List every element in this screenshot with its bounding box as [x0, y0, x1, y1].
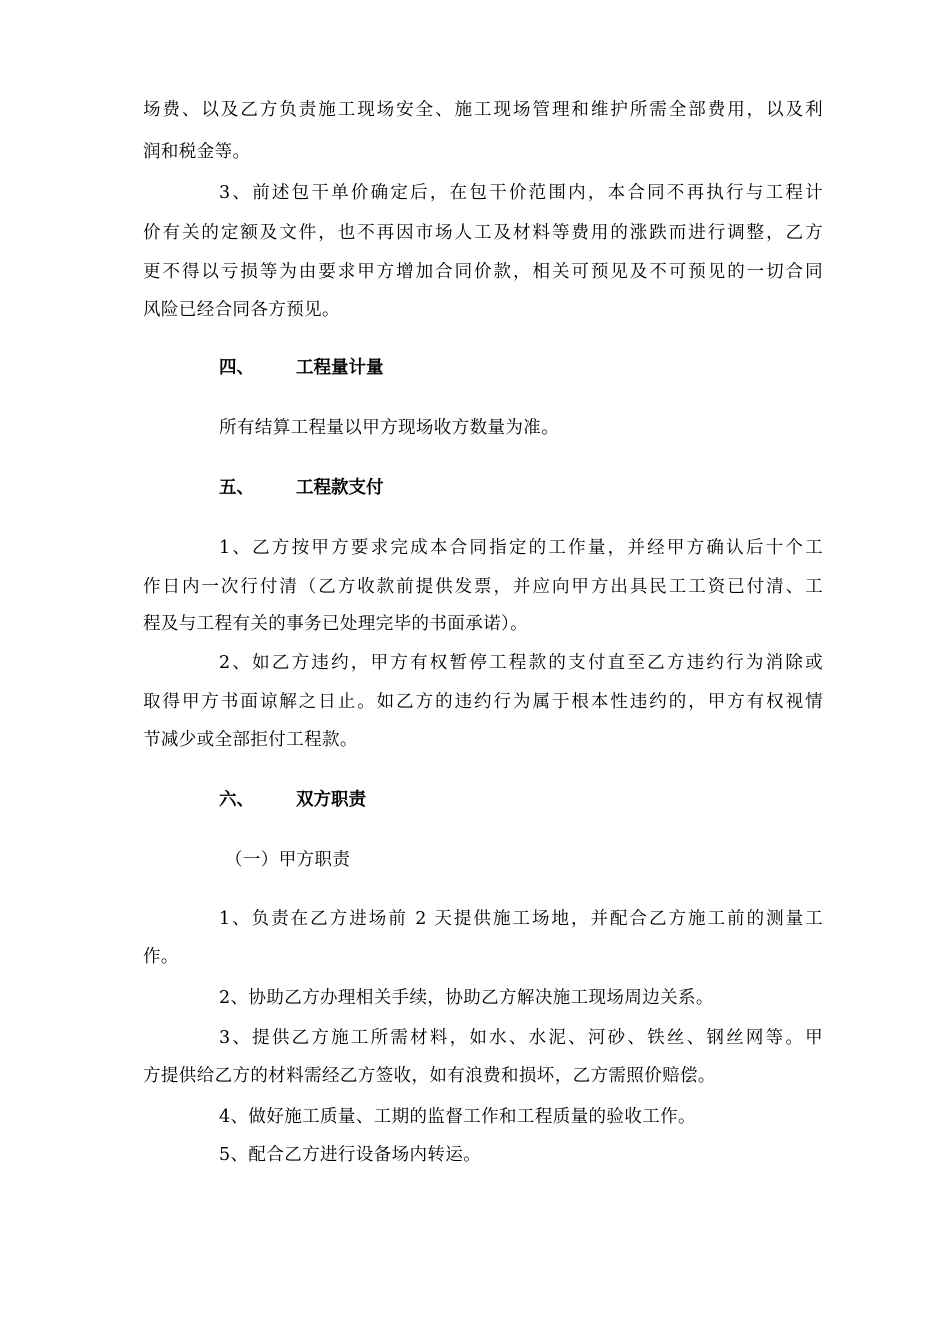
paragraph-line: 更不得以亏损等为由要求甲方增加合同价款，相关可预见及不可预见的一切合同 [143, 262, 823, 282]
section-title: 工程款支付 [296, 478, 384, 498]
section-number: 六、 [219, 790, 254, 810]
paragraph-line: 作日内一次行付清（乙方收款前提供发票，并应向甲方出具民工工资已付清、工 [143, 577, 823, 597]
paragraph-line: 2、如乙方违约，甲方有权暂停工程款的支付直至乙方违约行为消除或 [219, 653, 823, 673]
paragraph-line: 风险已经合同各方预见。 [143, 300, 340, 320]
section-number: 五、 [219, 478, 254, 498]
paragraph-line: 5、配合乙方进行设备场内转运。 [219, 1145, 482, 1165]
paragraph-line: 1、乙方按甲方要求完成本合同指定的工作量，并经甲方确认后十个工 [219, 538, 823, 558]
section-title: 双方职责 [296, 790, 366, 810]
paragraph-line: 3、前述包干单价确定后，在包干价范围内，本合同不再执行与工程计 [219, 183, 823, 203]
subsection-heading: （一）甲方职责 [225, 850, 351, 870]
paragraph-line: 作。 [143, 947, 179, 967]
paragraph-line: 取得甲方书面谅解之日止。如乙方的违约行为属于根本性违约的，甲方有权视情 [143, 692, 823, 712]
paragraph-line: 4、做好施工质量、工期的监督工作和工程质量的验收工作。 [219, 1107, 696, 1127]
paragraph-line: 1、负责在乙方进场前 2 天提供施工场地，并配合乙方施工前的测量工 [219, 909, 823, 929]
paragraph-line: 方提供给乙方的材料需经乙方签收，如有浪费和损坏，乙方需照价赔偿。 [143, 1066, 716, 1086]
section-title: 工程量计量 [296, 358, 384, 378]
paragraph-line: 2、协助乙方办理相关手续，协助乙方解决施工现场周边关系。 [219, 988, 714, 1008]
paragraph-line: 程及与工程有关的事务已处理完毕的书面承诺）。 [143, 614, 529, 634]
paragraph-line: 价有关的定额及文件，也不再因市场人工及材料等费用的涨跌而进行调整，乙方 [143, 223, 823, 243]
section-number: 四、 [219, 358, 254, 378]
paragraph-line: 3、提供乙方施工所需材料，如水、水泥、河砂、铁丝、钢丝网等。甲 [219, 1028, 823, 1048]
paragraph-line: 所有结算工程量以甲方现场收方数量为准。 [219, 418, 560, 438]
paragraph-line: 节减少或全部拒付工程款。 [143, 730, 358, 750]
paragraph-line: 润和税金等。 [143, 142, 251, 162]
paragraph-line: 场费、以及乙方负责施工现场安全、施工现场管理和维护所需全部费用，以及利 [143, 100, 823, 120]
